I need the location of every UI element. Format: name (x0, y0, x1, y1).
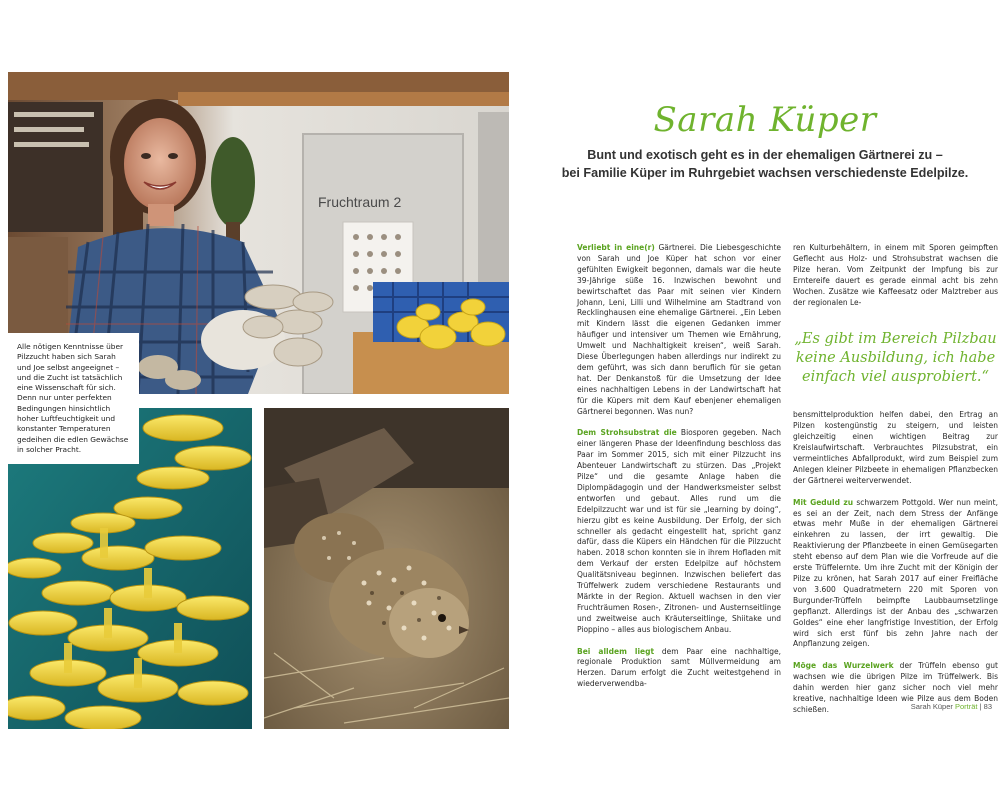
paragraph-lead: Dem Strohsubstrat die (577, 428, 677, 438)
page-footer (911, 702, 992, 711)
subtitle-line-2: bei Familie Küper im Ruhrgebiet wachsen verschiedenste Edelpilze. (561, 166, 969, 180)
subtitle-line-1: Bunt und exotisch geht es in der ehemaligen Gärtnerei zu – (587, 148, 943, 162)
paragraph-lead: Möge das Wurzelwerk (793, 661, 894, 671)
footer-separator: | (979, 702, 982, 711)
article-column-left (577, 243, 781, 690)
page-title: Sarah Küper (653, 100, 877, 140)
paragraph-text: bensmittelproduktion helfen dabei, den Ertrag an Pilzen kostengünstig zu steigern, und leisten gleichzeitig einen wichtigen Beitrag zur Kreislaufwirtschaft. Verbrauchtes Pilzsubstrat, ein vermeintliches Abfallprodukt, wird zum Beispiel zum Anlegen kleiner Pilzbeete in ehemaligen Pflanzbecken der Gärtnerei weiterverwendet. (793, 410, 998, 485)
door-sign: Fruchtraum 2 (318, 194, 402, 210)
article-paragraph-4 (793, 498, 998, 651)
paragraph-text: ren Kulturbehältern, in einem mit Sporen geimpften Geflecht aus Holz- und Strohsubstrat wachsen die Pilze heran. Vom Zeitpunkt der Impfung bis zur Erntereife dauert es gerade einmal acht bis zehn Wochen. Zusätze wie Kaffeesatz oder Malztreber aus der regionalen Le- (793, 243, 998, 307)
photo-caption (8, 333, 139, 464)
paragraph-text: der Trüffeln ebenso gut wachsen wie die übrigen Pilze im Trüffelwerk. Bis dahin werden hier ganz sicher noch viel mehr kreative, nachhaltige Ideen wie Pilze aus dem Boden schießen. (793, 661, 998, 714)
page-number: 83 (983, 702, 992, 711)
article-paragraph-2 (577, 428, 781, 635)
paragraph-lead: Verliebt in eine(r) (577, 243, 655, 252)
paragraph-text: Gärtnerei. Die Liebesgeschichte von Sarah und Joe Küper hat schon vor einer gefühlten Ewigkeit begonnen, damals war die heute 39-Jährige süße 16. Inzwischen bewohnt und bewirtschaftet das Paar mit seinen vier Kindern Johann, Leni, Lilli und Wilhelmine am Stadtrand von Recklinghausen eine ehemalige Gärtnerei. „Ein Leben mit Kindern lässt die eigenen Gedanken immer häufiger und intensiver um Themen wie Ernährung, Umwelt und Nachhaltigkeit kreisen“, weiß Sarah. Diese Überlegungen haben allerdings nur indirekt zu dem geführt, was sich dann beruflich für sie getan hat. Der Denkanstoß für die Umsetzung der Idee eines nachhaltigen Lebens in der Landwirtschaft hat für die Küpers mit dem Kauf ebenjener ehemaligen Gärtnerei begonnen. Was nun? (577, 243, 781, 416)
photo-quails-in-straw (264, 408, 509, 729)
paragraph-text: schwarzem Pottgold. Wer nun meint, es sei an der Zeit, nach dem Stress der Anfänge etwas mehr Muße in der ehemaligen Gärtnerei einkehren zu lassen, der irrt gewaltig. Die Reaktivierung der Pflanzbeete in einen Gemüsegarten steht ebenso auf dem Plan wie die Vorfreude auf die erste Trüffelernte. Um ihre Zucht mit der Königin der Pilze zu krönen, hat Sarah 2017 auf einer Freifläche von 3.600 Quadratmetern 220 mit Sporen von Burgunder-Trüffeln beimpfte Laubbaumsetzlinge gepflanzt. Allerdings ist der Anbau des „schwarzen Goldes“ eine eher langfristige Investition, der Erfolg wird sich erst fünf bis zehn Jahre nach der Anpflanzung zeigen. (793, 497, 999, 649)
paragraph-text: dem Paar eine nachhaltige, regionale Produktion samt Müllvermeidung am Herzen. Darum erfolgt die Zucht weitestgehend in wiederverwendba- (577, 646, 781, 689)
pull-quote: „Es gibt im Bereich Pilzbau keine Ausbildung, ich habe einfach viel ausprobiert.“ (794, 331, 997, 386)
footer-section: Porträt (955, 702, 978, 711)
photo-caption-text: Alle nötigen Kenntnisse über Pilzzucht haben sich Sarah und Joe selbst angeeignet – und die Zucht ist tatsächlich eine Wissenschaft für sich. Denn nur unter perfekten Bedingungen hinsichtlich hoher Luftfeuchtigkeit und konstanter Temperaturen gedeihen die edlen Gewächse in solcher Pracht. (17, 342, 129, 454)
article-column-right (793, 243, 998, 716)
article-paragraph-3 (577, 647, 781, 691)
photo-quails-image (264, 408, 509, 729)
paragraph-text: Biosporen gegeben. Nach einer längeren Phase der Ideenfindung beschloss das Paar im Sommer 2015, sich mit einer Pilzzucht ins Abenteuer Landwirtschaft zu stürzen. Das „Projekt Pilze“ und die gesamte Anlage haben die Diplompädagogin und der Handwerksmeister selbst entworfen und gebaut. Alles rund um die Edelpilzzucht war und ist für sie „learning by doing“, hierzu gibt es keine Ausbildung. Der Erfolg, der sich schneller als gedacht eingestellt hat, spricht ganz dafür, dass die Küpers ein Händchen für die Pilzzucht haben. 2018 schon konnten sie in ihrem Hofladen mit dem Verkauf der ersten Edelpilze auf höchstem Qualitätsniveau beginnen. Inzwischen beliefert das Trüffelwerk zudem verschiedene Restaurants und Märkte in der Region. Aktuell wachsen in den vier Fruchträumen Rosen-, Zitronen- und Austernseitlinge und zweitweise auch Kräuterseitlinge, Shiitake und Pioppino – alles aus biologischem Anbau. (577, 428, 782, 634)
paragraph-lead: Mit Geduld zu (793, 497, 854, 507)
article-paragraph-3-end (793, 410, 998, 486)
paragraph-lead: Bei alldem liegt (577, 646, 655, 656)
footer-name: Sarah Küper (910, 702, 953, 711)
article-paragraph-1 (577, 243, 781, 418)
subtitle (560, 146, 970, 182)
article-paragraph-3-cont (793, 243, 998, 308)
